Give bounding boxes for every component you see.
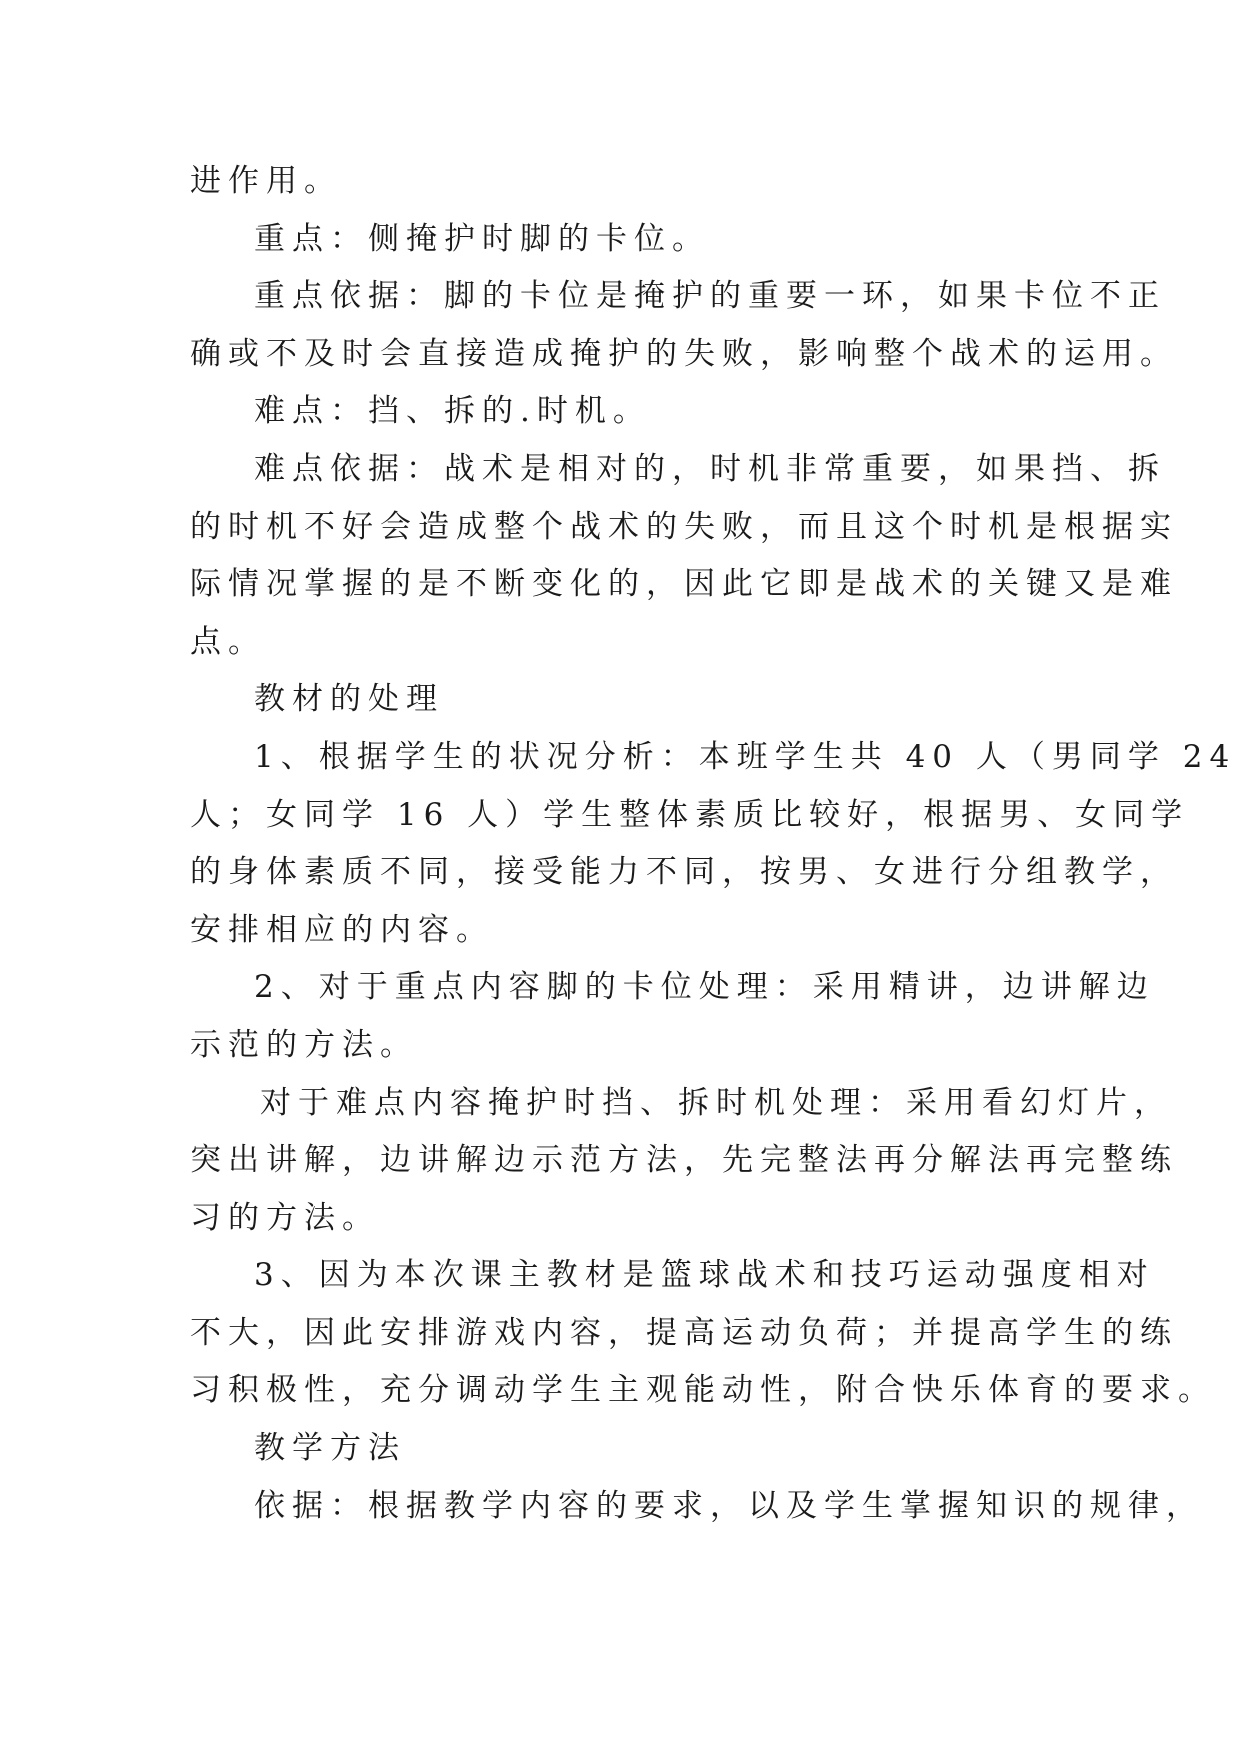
text-line: 习积极性，充分调动学生主观能动性，附合快乐体育的要求。 <box>190 1372 1216 1409</box>
text-line: 确或不及时会直接造成掩护的失败，影响整个战术的运用。 <box>190 335 1178 372</box>
text-line: 际情况掌握的是不断变化的，因此它即是战术的关键又是难 <box>190 566 1178 603</box>
text-line: 难点依据：战术是相对的，时机非常重要，如果挡、拆 <box>254 450 1166 487</box>
text-line: 不大，因此安排游戏内容，提高运动负荷；并提高学生的练 <box>190 1314 1178 1351</box>
text-line: 难点：挡、拆的.时机。 <box>254 393 651 430</box>
text-line: 的时机不好会造成整个战术的失败，而且这个时机是根据实 <box>190 508 1178 545</box>
text-line: 对于难点内容掩护时挡、拆时机处理：采用看幻灯片， <box>260 1084 1172 1121</box>
text-line: 的身体素质不同，接受能力不同，按男、女进行分组教学， <box>190 854 1178 891</box>
text-line: 1、根据学生的状况分析：本班学生共 40 人（男同学 24 <box>254 738 1237 775</box>
text-line: 进作用。 <box>190 163 342 199</box>
text-line: 突出讲解，边讲解边示范方法，先完整法再分解法再完整练 <box>190 1142 1178 1179</box>
text-line: 点。 <box>190 623 266 660</box>
text-line: 重点：侧掩护时脚的卡位。 <box>254 220 710 257</box>
text-line: 安排相应的内容。 <box>190 911 494 948</box>
text-line: 示范的方法。 <box>190 1026 418 1063</box>
text-line: 重点依据：脚的卡位是掩护的重要一环，如果卡位不正 <box>254 278 1166 315</box>
text-line: 人；女同学 16 人）学生整体素质比较好，根据男、女同学 <box>190 796 1190 833</box>
section-heading: 教学方法 <box>254 1430 406 1467</box>
section-heading: 教材的处理 <box>254 681 444 718</box>
text-line: 2、对于重点内容脚的卡位处理：采用精讲，边讲解边 <box>254 969 1155 1006</box>
text-line: 3、因为本次课主教材是篮球战术和技巧运动强度相对 <box>254 1257 1155 1294</box>
text-line: 习的方法。 <box>190 1199 380 1236</box>
document-body <box>190 153 1237 1535</box>
text-line: 依据：根据教学内容的要求，以及学生掌握知识的规律， <box>254 1487 1204 1524</box>
